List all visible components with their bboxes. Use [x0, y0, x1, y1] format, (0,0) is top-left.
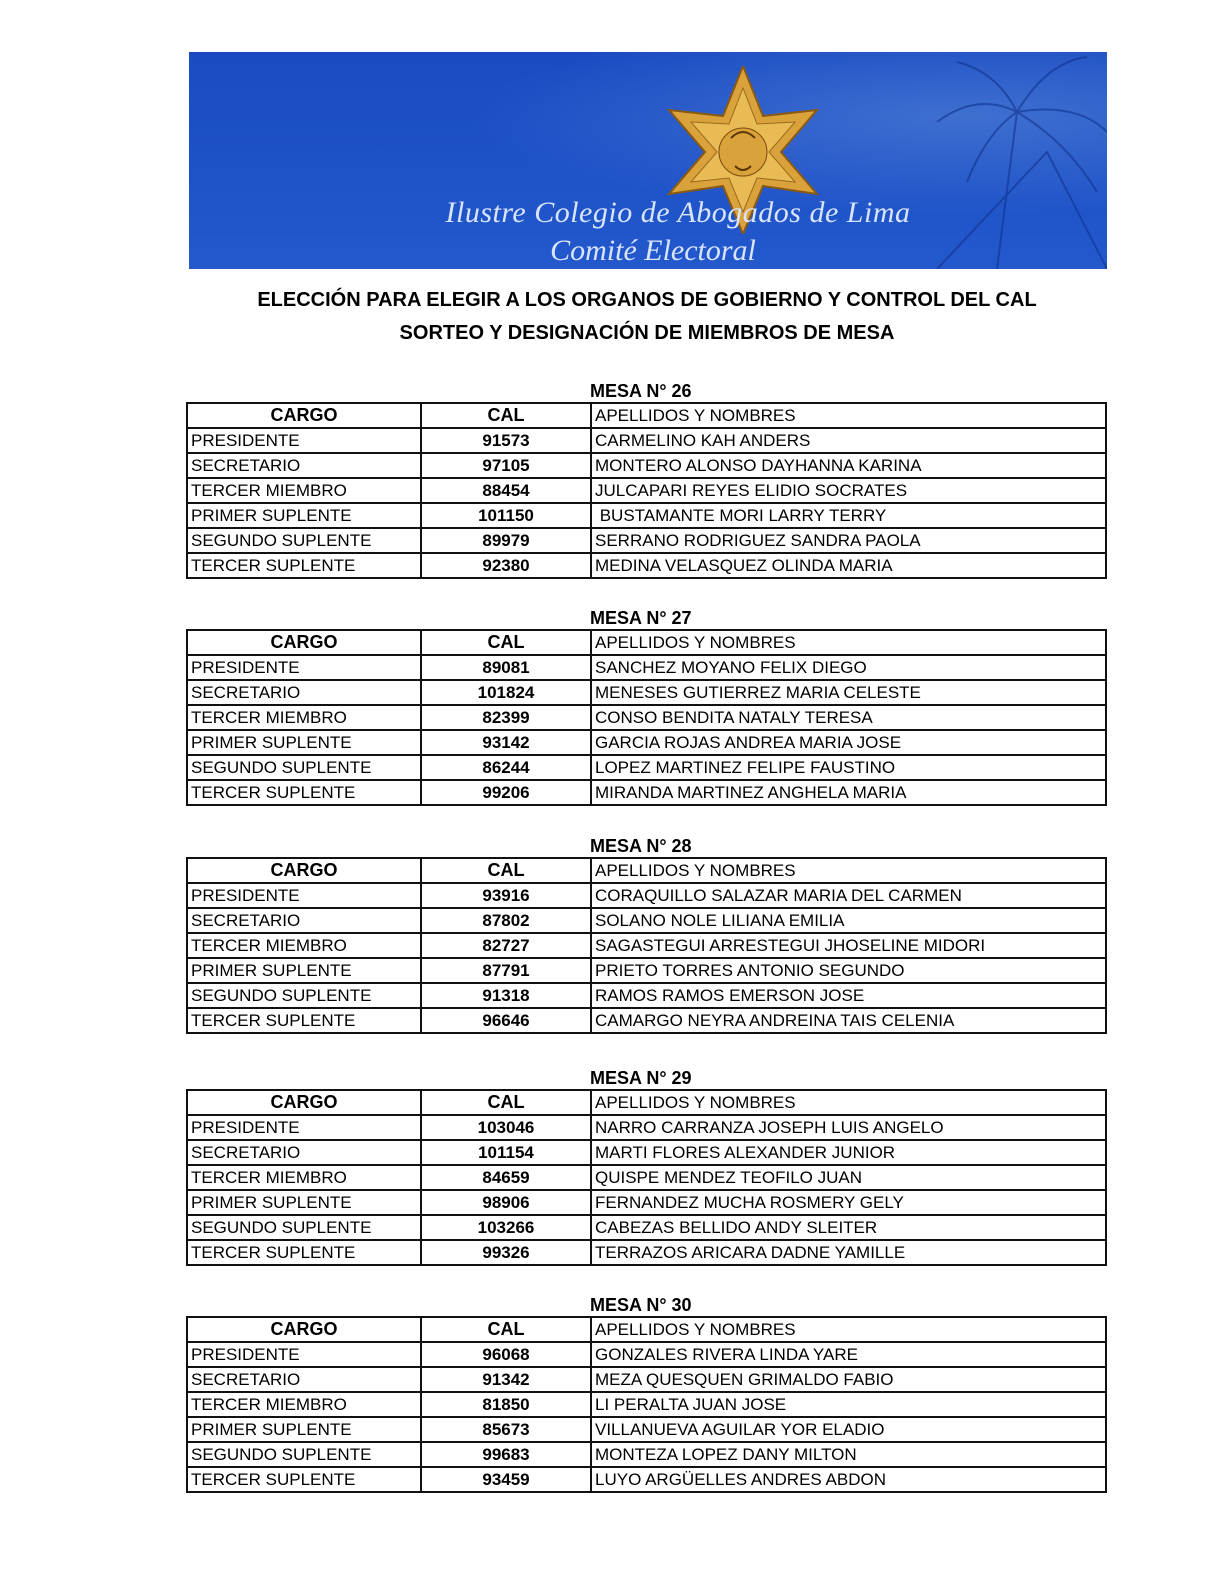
cal-cell: 89081 — [421, 655, 591, 680]
table-row — [187, 1190, 1106, 1215]
document-title: ELECCIÓN PARA ELEGIR A LOS ORGANOS DE GOBIERNO Y CONTROL DEL CAL — [257, 289, 1037, 311]
table-row — [187, 680, 1106, 705]
cal-cell: 84659 — [421, 1165, 591, 1190]
mesa-heading-label: MESA N° 26 — [590, 381, 692, 401]
table-row — [187, 1140, 1106, 1165]
nombre-cell: NARRO CARRANZA JOSEPH LUIS ANGELO — [591, 1115, 1106, 1140]
cargo-cell: PRESIDENTE — [187, 1342, 421, 1367]
cal-cell: 91318 — [421, 983, 591, 1008]
table-row — [187, 503, 1106, 528]
nombre-cell: GARCIA ROJAS ANDREA MARIA JOSE — [591, 730, 1106, 755]
nombre-cell: MONTERO ALONSO DAYHANNA KARINA — [591, 453, 1106, 478]
nombre-cell: VILLANUEVA AGUILAR YOR ELADIO — [591, 1417, 1106, 1442]
column-header: CARGO — [187, 1090, 421, 1115]
nombre-cell: RAMOS RAMOS EMERSON JOSE — [591, 983, 1106, 1008]
cal-cell: 86244 — [421, 755, 591, 780]
banner-subtitle: Comité Electoral — [550, 234, 756, 267]
cargo-cell: TERCER MIEMBRO — [187, 1165, 421, 1190]
column-header: APELLIDOS Y NOMBRES — [591, 858, 1106, 883]
nombre-cell: CORAQUILLO SALAZAR MARIA DEL CARMEN — [591, 883, 1106, 908]
cal-cell: 96646 — [421, 1008, 591, 1033]
cal-cell: 99206 — [421, 780, 591, 805]
nombre-cell: SANCHEZ MOYANO FELIX DIEGO — [591, 655, 1106, 680]
column-header: APELLIDOS Y NOMBRES — [591, 403, 1106, 428]
table-row — [187, 983, 1106, 1008]
cal-cell: 87802 — [421, 908, 591, 933]
mesa-table — [186, 402, 1107, 579]
cal-cell: 103266 — [421, 1215, 591, 1240]
column-header: CARGO — [187, 403, 421, 428]
cargo-cell: PRESIDENTE — [187, 655, 421, 680]
cargo-cell: SEGUNDO SUPLENTE — [187, 528, 421, 553]
table-row — [187, 1240, 1106, 1265]
nombre-cell: LI PERALTA JUAN JOSE — [591, 1392, 1106, 1417]
mesa-heading — [186, 835, 1107, 857]
table-row — [187, 780, 1106, 805]
column-header: CAL — [421, 858, 591, 883]
table-row — [187, 1215, 1106, 1240]
column-header: CAL — [421, 630, 591, 655]
table-row — [187, 705, 1106, 730]
cargo-cell: TERCER MIEMBRO — [187, 478, 421, 503]
mesa-heading — [186, 1294, 1107, 1316]
table-header-row — [187, 630, 1106, 655]
mesa-block — [186, 1067, 1107, 1266]
cargo-cell: TERCER MIEMBRO — [187, 1392, 421, 1417]
cargo-cell: SEGUNDO SUPLENTE — [187, 983, 421, 1008]
table-header-row — [187, 403, 1106, 428]
cargo-cell: TERCER SUPLENTE — [187, 553, 421, 578]
cal-cell: 92380 — [421, 553, 591, 578]
cal-cell: 93459 — [421, 1467, 591, 1492]
cal-cell: 103046 — [421, 1115, 591, 1140]
mesa-heading-label: MESA N° 27 — [590, 608, 692, 628]
nombre-cell: LOPEZ MARTINEZ FELIPE FAUSTINO — [591, 755, 1106, 780]
cal-cell: 89979 — [421, 528, 591, 553]
nombre-cell: MENESES GUTIERREZ MARIA CELESTE — [591, 680, 1106, 705]
cal-cell: 99326 — [421, 1240, 591, 1265]
column-header: CARGO — [187, 1317, 421, 1342]
cal-cell: 88454 — [421, 478, 591, 503]
nombre-cell: LUYO ARGÜELLES ANDRES ABDON — [591, 1467, 1106, 1492]
table-row — [187, 528, 1106, 553]
nombre-cell: FERNANDEZ MUCHA ROSMERY GELY — [591, 1190, 1106, 1215]
table-row — [187, 1467, 1106, 1492]
nombre-cell: CABEZAS BELLIDO ANDY SLEITER — [591, 1215, 1106, 1240]
nombre-cell: SAGASTEGUI ARRESTEGUI JHOSELINE MIDORI — [591, 933, 1106, 958]
table-row — [187, 1342, 1106, 1367]
nombre-cell: GONZALES RIVERA LINDA YARE — [591, 1342, 1106, 1367]
cal-cell: 98906 — [421, 1190, 591, 1215]
cargo-cell: PRESIDENTE — [187, 428, 421, 453]
header-banner — [189, 52, 1107, 269]
cal-cell: 91342 — [421, 1367, 591, 1392]
table-header-row — [187, 1317, 1106, 1342]
cal-cell: 81850 — [421, 1392, 591, 1417]
cal-cell: 96068 — [421, 1342, 591, 1367]
cargo-cell: SECRETARIO — [187, 908, 421, 933]
cal-cell: 91573 — [421, 428, 591, 453]
cal-cell: 93142 — [421, 730, 591, 755]
cargo-cell: SECRETARIO — [187, 680, 421, 705]
mesa-table — [186, 857, 1107, 1034]
nombre-cell: MONTEZA LOPEZ DANY MILTON — [591, 1442, 1106, 1467]
mesa-block — [186, 1294, 1107, 1493]
nombre-cell: SERRANO RODRIGUEZ SANDRA PAOLA — [591, 528, 1106, 553]
nombre-cell: CONSO BENDITA NATALY TERESA — [591, 705, 1106, 730]
cargo-cell: PRESIDENTE — [187, 883, 421, 908]
cal-cell: 82727 — [421, 933, 591, 958]
mesa-block — [186, 380, 1107, 579]
cargo-cell: PRIMER SUPLENTE — [187, 1417, 421, 1442]
cal-cell: 97105 — [421, 453, 591, 478]
table-row — [187, 730, 1106, 755]
table-header-row — [187, 858, 1106, 883]
table-row — [187, 755, 1106, 780]
table-row — [187, 1367, 1106, 1392]
mesa-heading-label: MESA N° 29 — [590, 1068, 692, 1088]
cal-cell: 99683 — [421, 1442, 591, 1467]
table-row — [187, 958, 1106, 983]
nombre-cell: CAMARGO NEYRA ANDREINA TAIS CELENIA — [591, 1008, 1106, 1033]
table-row — [187, 1442, 1106, 1467]
cal-cell: 101150 — [421, 503, 591, 528]
cargo-cell: SECRETARIO — [187, 453, 421, 478]
mesa-heading — [186, 380, 1107, 402]
nombre-cell: BUSTAMANTE MORI LARRY TERRY — [591, 503, 1106, 528]
cal-cell: 101154 — [421, 1140, 591, 1165]
cargo-cell: SECRETARIO — [187, 1140, 421, 1165]
mesa-block — [186, 607, 1107, 806]
cargo-cell: TERCER SUPLENTE — [187, 1008, 421, 1033]
table-row — [187, 1008, 1106, 1033]
cargo-cell: PRIMER SUPLENTE — [187, 958, 421, 983]
cargo-cell: TERCER SUPLENTE — [187, 1240, 421, 1265]
cargo-cell: SEGUNDO SUPLENTE — [187, 755, 421, 780]
nombre-cell: MEDINA VELASQUEZ OLINDA MARIA — [591, 553, 1106, 578]
mesa-table — [186, 1316, 1107, 1493]
cargo-cell: TERCER SUPLENTE — [187, 1467, 421, 1492]
cargo-cell: SECRETARIO — [187, 1367, 421, 1392]
cargo-cell: TERCER MIEMBRO — [187, 933, 421, 958]
mesa-table — [186, 629, 1107, 806]
table-row — [187, 883, 1106, 908]
column-header: APELLIDOS Y NOMBRES — [591, 630, 1106, 655]
column-header: CAL — [421, 403, 591, 428]
table-header-row — [187, 1090, 1106, 1115]
nombre-cell: JULCAPARI REYES ELIDIO SOCRATES — [591, 478, 1106, 503]
table-row — [187, 1392, 1106, 1417]
cargo-cell: TERCER MIEMBRO — [187, 705, 421, 730]
nombre-cell: TERRAZOS ARICARA DADNE YAMILLE — [591, 1240, 1106, 1265]
column-header: CARGO — [187, 630, 421, 655]
cargo-cell: SEGUNDO SUPLENTE — [187, 1442, 421, 1467]
cal-cell: 85673 — [421, 1417, 591, 1442]
mesa-heading — [186, 1067, 1107, 1089]
cargo-cell: PRIMER SUPLENTE — [187, 503, 421, 528]
mesa-block — [186, 835, 1107, 1034]
column-header: CAL — [421, 1317, 591, 1342]
table-row — [187, 553, 1106, 578]
mesa-table — [186, 1089, 1107, 1266]
nombre-cell: SOLANO NOLE LILIANA EMILIA — [591, 908, 1106, 933]
cargo-cell: TERCER SUPLENTE — [187, 780, 421, 805]
column-header: APELLIDOS Y NOMBRES — [591, 1317, 1106, 1342]
cal-cell: 93916 — [421, 883, 591, 908]
cargo-cell: SEGUNDO SUPLENTE — [187, 1215, 421, 1240]
column-header: CARGO — [187, 858, 421, 883]
mesa-heading-label: MESA N° 30 — [590, 1295, 692, 1315]
nombre-cell: PRIETO TORRES ANTONIO SEGUNDO — [591, 958, 1106, 983]
table-row — [187, 1115, 1106, 1140]
table-row — [187, 453, 1106, 478]
table-row — [187, 1417, 1106, 1442]
nombre-cell: MEZA QUESQUEN GRIMALDO FABIO — [591, 1367, 1106, 1392]
table-row — [187, 478, 1106, 503]
table-row — [187, 933, 1106, 958]
cal-cell: 87791 — [421, 958, 591, 983]
nombre-cell: CARMELINO KAH ANDERS — [591, 428, 1106, 453]
cargo-cell: PRESIDENTE — [187, 1115, 421, 1140]
cal-cell: 101824 — [421, 680, 591, 705]
table-row — [187, 428, 1106, 453]
cargo-cell: PRIMER SUPLENTE — [187, 730, 421, 755]
mesa-heading — [186, 607, 1107, 629]
banner-title: Ilustre Colegio de Abogados de Lima — [445, 196, 911, 229]
document-subtitle: SORTEO Y DESIGNACIÓN DE MIEMBROS DE MESA — [399, 322, 895, 344]
nombre-cell: MIRANDA MARTINEZ ANGHELA MARIA — [591, 780, 1106, 805]
mesa-heading-label: MESA N° 28 — [590, 836, 692, 856]
table-row — [187, 1165, 1106, 1190]
cal-cell: 82399 — [421, 705, 591, 730]
cargo-cell: PRIMER SUPLENTE — [187, 1190, 421, 1215]
table-row — [187, 908, 1106, 933]
table-row — [187, 655, 1106, 680]
nombre-cell: MARTI FLORES ALEXANDER JUNIOR — [591, 1140, 1106, 1165]
column-header: CAL — [421, 1090, 591, 1115]
nombre-cell: QUISPE MENDEZ TEOFILO JUAN — [591, 1165, 1106, 1190]
column-header: APELLIDOS Y NOMBRES — [591, 1090, 1106, 1115]
